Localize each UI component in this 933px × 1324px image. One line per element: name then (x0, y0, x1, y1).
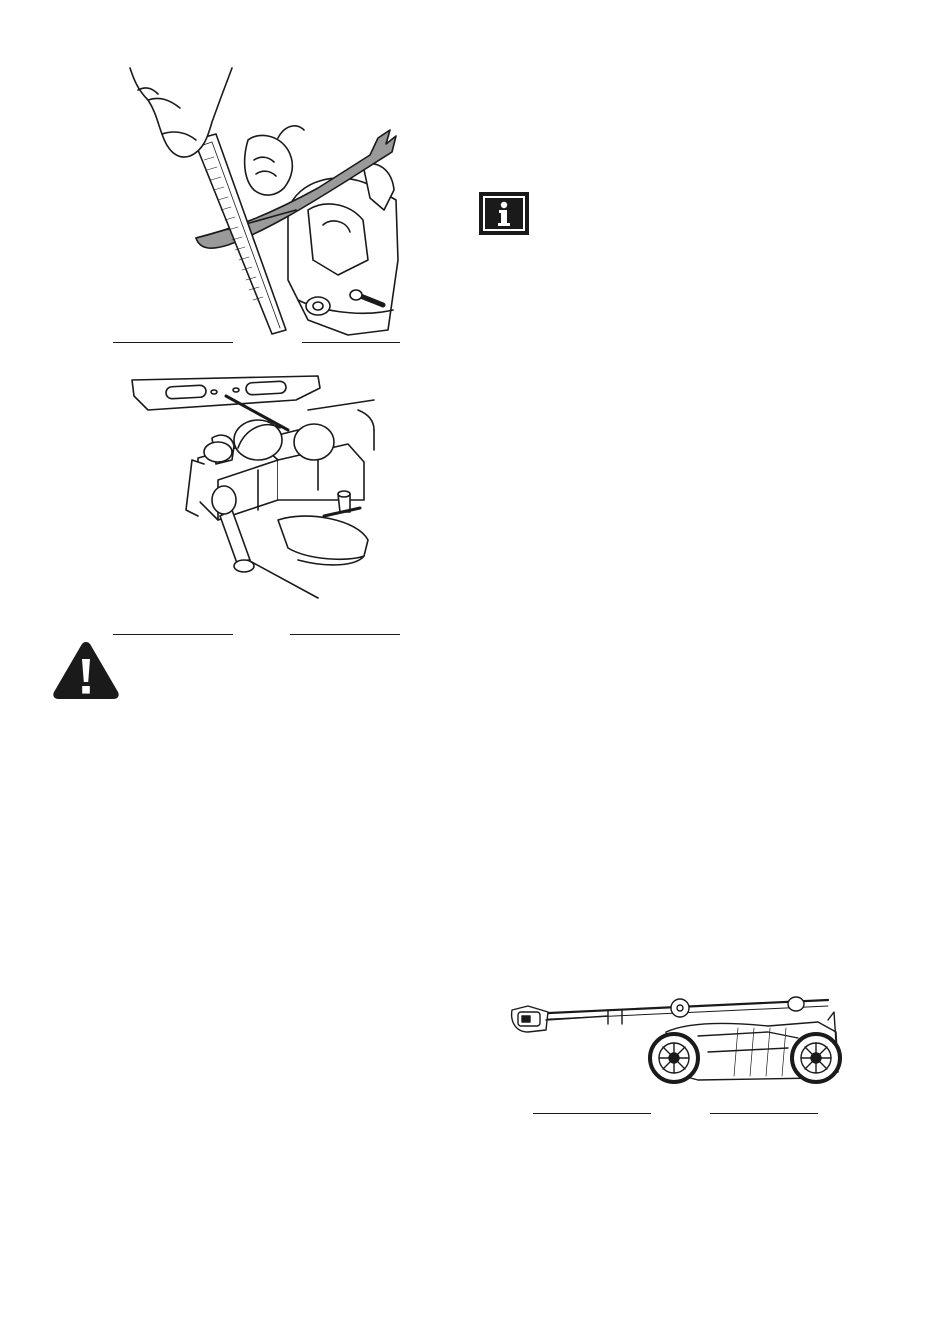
warning-triangle-icon (51, 639, 121, 701)
caption-rule-left (113, 342, 233, 343)
info-icon (478, 191, 530, 236)
file-sharpening-blade-illustration (108, 60, 404, 340)
caption-rule-right (302, 342, 400, 343)
blade-balancing-on-vise-illustration (128, 370, 390, 602)
caption-rule-left-2 (113, 634, 233, 635)
caption-rule-right-3 (710, 1113, 818, 1114)
figure-mower (498, 992, 844, 1088)
info-icon (478, 191, 530, 236)
warning-icon (51, 639, 121, 701)
caption-rule-right-2 (290, 634, 400, 635)
lawn-mower-folded-side-view-illustration (498, 992, 844, 1088)
caption-rule-left-3 (533, 1113, 651, 1114)
figure-sharpening (108, 60, 404, 340)
figure-balancing (128, 370, 390, 602)
